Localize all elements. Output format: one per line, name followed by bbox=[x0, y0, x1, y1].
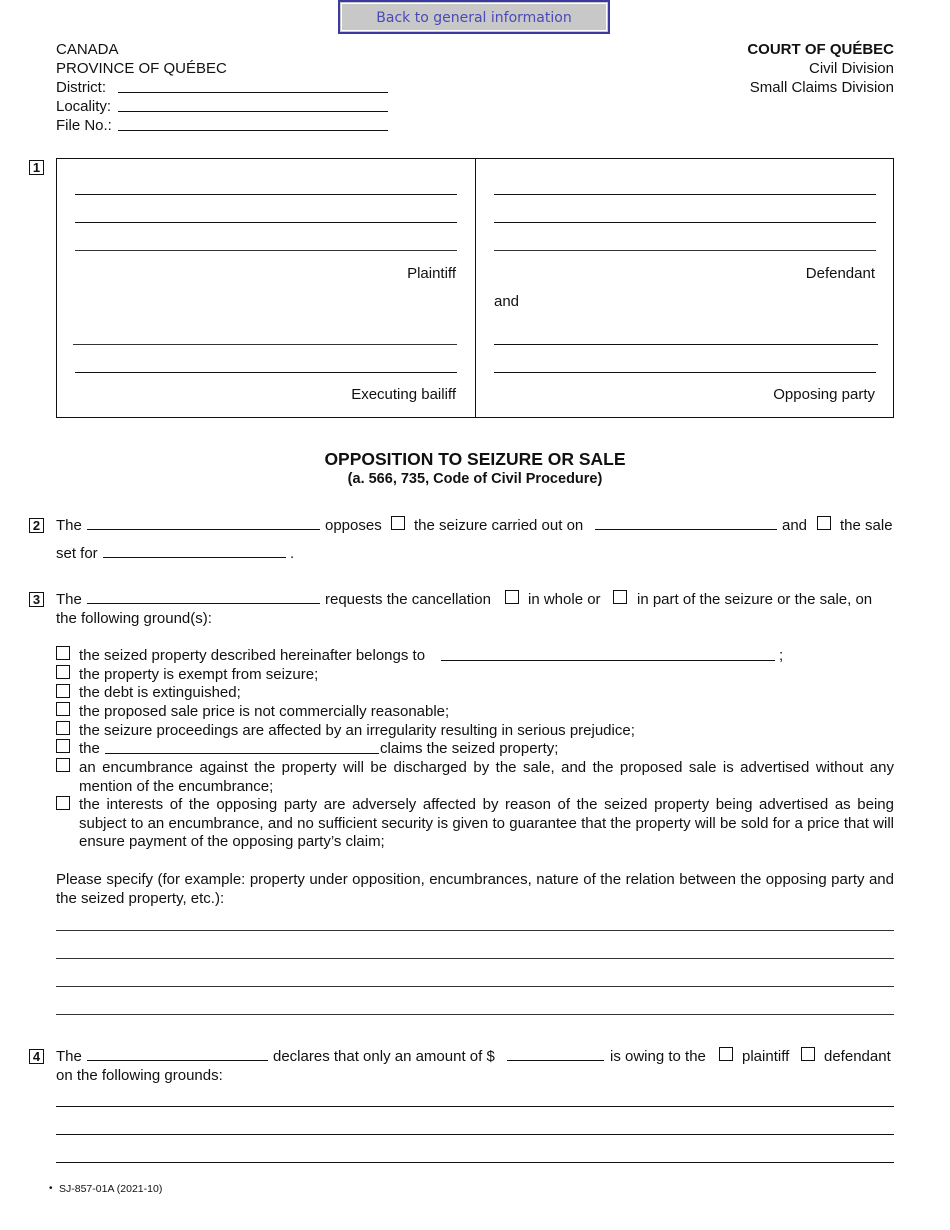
s3-the-label: The bbox=[56, 591, 82, 608]
section-3-number: 3 bbox=[29, 592, 44, 607]
s2-opposes-label: opposes bbox=[325, 517, 382, 534]
s2-seizure-date-field[interactable] bbox=[595, 529, 777, 530]
district-field[interactable] bbox=[118, 92, 388, 93]
district-label: District: bbox=[56, 79, 106, 96]
s2-the-label: The bbox=[56, 517, 82, 534]
s3-requests-label: requests the cancellation bbox=[325, 591, 491, 608]
s3-opposing-party-field[interactable] bbox=[87, 603, 320, 604]
ground-5-label: the seizure proceedings are affected by an irregularity resulting in serious prejudice; bbox=[79, 722, 635, 739]
ground-6-claimant-field[interactable] bbox=[105, 753, 379, 754]
s3-following-label: the following ground(s): bbox=[56, 610, 212, 627]
specify-instructions: Please specify (for example: property under opposition, encumbrances, nature of the relation between the opposing party and the seized property, etc.): bbox=[56, 871, 894, 907]
ground-6-label: claims the seized property; bbox=[380, 740, 559, 757]
s2-period: . bbox=[290, 545, 295, 562]
s2-opposing-party-field[interactable] bbox=[87, 529, 320, 530]
defendant-line-1[interactable] bbox=[494, 194, 876, 195]
form-title: OPPOSITION TO SEIZURE OR SALE bbox=[324, 449, 626, 469]
file-number-label: File No.: bbox=[56, 117, 112, 134]
ground-6-checkbox[interactable] bbox=[56, 739, 70, 753]
back-to-general-information-button[interactable]: Back to general information bbox=[338, 0, 610, 34]
ground-4-label: the proposed sale price is not commercially reasonable; bbox=[79, 703, 450, 720]
ground-2-checkbox[interactable] bbox=[56, 665, 70, 679]
ground-7-checkbox[interactable] bbox=[56, 758, 70, 772]
ground-3-label: the debt is extinguished; bbox=[79, 684, 241, 701]
ground-8-label: the interests of the opposing party are adversely affected by reason of the seized property being advertised as being subject to an encumbrance, and no sufficient security is given to guarantee that the property will be sold for a price that will ensure payment of the opposing party’s claim; bbox=[79, 796, 894, 850]
opposing-party-line-1[interactable] bbox=[494, 344, 878, 345]
s4-grounds-line-1[interactable] bbox=[56, 1106, 894, 1107]
parties-divider bbox=[475, 158, 476, 418]
opposing-party-line-2[interactable] bbox=[494, 372, 876, 373]
specify-line-2[interactable] bbox=[56, 958, 894, 959]
s2-seizure-label: the seizure carried out on bbox=[414, 517, 584, 534]
bailiff-line-2[interactable] bbox=[75, 372, 457, 373]
ground-6-the: the bbox=[79, 740, 100, 757]
s2-and-label: and bbox=[782, 517, 808, 534]
ground-4-checkbox[interactable] bbox=[56, 702, 70, 716]
s3-in-whole-label: in whole or bbox=[528, 591, 601, 608]
defendant-label: Defendant bbox=[805, 265, 875, 282]
s4-plaintiff-label: plaintiff bbox=[742, 1048, 790, 1065]
ground-1-owner-field[interactable] bbox=[441, 660, 775, 661]
ground-8-checkbox[interactable] bbox=[56, 796, 70, 810]
s2-sale-date-field[interactable] bbox=[103, 557, 286, 558]
form-subtitle: (a. 566, 735, Code of Civil Procedure) bbox=[347, 471, 603, 487]
locality-field[interactable] bbox=[118, 111, 388, 112]
locality-label: Locality: bbox=[56, 98, 112, 115]
s4-the-label: The bbox=[56, 1048, 82, 1065]
ground-5-checkbox[interactable] bbox=[56, 721, 70, 735]
plaintiff-label: Plaintiff bbox=[407, 265, 456, 282]
specify-line-1[interactable] bbox=[56, 930, 894, 931]
specify-line-3[interactable] bbox=[56, 986, 894, 987]
section-1-number: 1 bbox=[29, 160, 44, 175]
s4-owing-label: is owing to the bbox=[610, 1048, 706, 1065]
ground-1-semicolon: ; bbox=[779, 647, 784, 664]
s4-party-field[interactable] bbox=[87, 1060, 268, 1061]
s3-in-whole-checkbox[interactable] bbox=[505, 590, 519, 604]
country-label: CANADA bbox=[56, 41, 119, 58]
s2-set-for-label: set for bbox=[56, 545, 98, 562]
plaintiff-line-3[interactable] bbox=[75, 250, 457, 251]
s4-grounds-line-2[interactable] bbox=[56, 1134, 894, 1135]
ground-1-checkbox[interactable] bbox=[56, 646, 70, 660]
s4-grounds-line-3[interactable] bbox=[56, 1162, 894, 1163]
opposing-party-label: Opposing party bbox=[773, 386, 875, 403]
section-2-number: 2 bbox=[29, 518, 44, 533]
ground-3-checkbox[interactable] bbox=[56, 684, 70, 698]
ground-7-label: an encumbrance against the property will be discharged by the sale, and the proposed sale is advertised without any mention of the encumbrance; bbox=[79, 759, 894, 795]
and-label: and bbox=[494, 293, 520, 310]
file-number-field[interactable] bbox=[118, 130, 388, 131]
form-code: SJ-857-01A (2021-10) bbox=[59, 1183, 163, 1195]
s4-grounds-label: on the following grounds: bbox=[56, 1067, 223, 1084]
executing-bailiff-label: Executing bailiff bbox=[351, 386, 456, 403]
s2-sale-label: the sale bbox=[840, 517, 893, 534]
s4-defendant-label: defendant bbox=[824, 1048, 891, 1065]
section-4-number: 4 bbox=[29, 1049, 44, 1064]
s4-plaintiff-checkbox[interactable] bbox=[719, 1047, 733, 1061]
s2-sale-checkbox[interactable] bbox=[817, 516, 831, 530]
s4-amount-field[interactable] bbox=[507, 1060, 604, 1061]
province-label: PROVINCE OF QUÉBEC bbox=[56, 60, 227, 77]
civil-division-label: Civil Division bbox=[808, 60, 894, 77]
defendant-line-2[interactable] bbox=[494, 222, 876, 223]
specify-line-4[interactable] bbox=[56, 1014, 894, 1015]
defendant-line-3[interactable] bbox=[494, 250, 876, 251]
ground-2-label: the property is exempt from seizure; bbox=[79, 666, 319, 683]
s3-in-part-label: in part of the seizure or the sale, on bbox=[637, 591, 873, 608]
s4-declares-label: declares that only an amount of $ bbox=[273, 1048, 495, 1065]
court-title: COURT OF QUÉBEC bbox=[747, 41, 894, 58]
s3-in-part-checkbox[interactable] bbox=[613, 590, 627, 604]
footer-bullet: • bbox=[49, 1183, 53, 1194]
small-claims-label: Small Claims Division bbox=[749, 79, 894, 96]
ground-1-label: the seized property described hereinafter belongs to bbox=[79, 647, 426, 664]
s2-seizure-checkbox[interactable] bbox=[391, 516, 405, 530]
plaintiff-line-1[interactable] bbox=[75, 194, 457, 195]
bailiff-line-1[interactable] bbox=[73, 344, 457, 345]
plaintiff-line-2[interactable] bbox=[75, 222, 457, 223]
s4-defendant-checkbox[interactable] bbox=[801, 1047, 815, 1061]
